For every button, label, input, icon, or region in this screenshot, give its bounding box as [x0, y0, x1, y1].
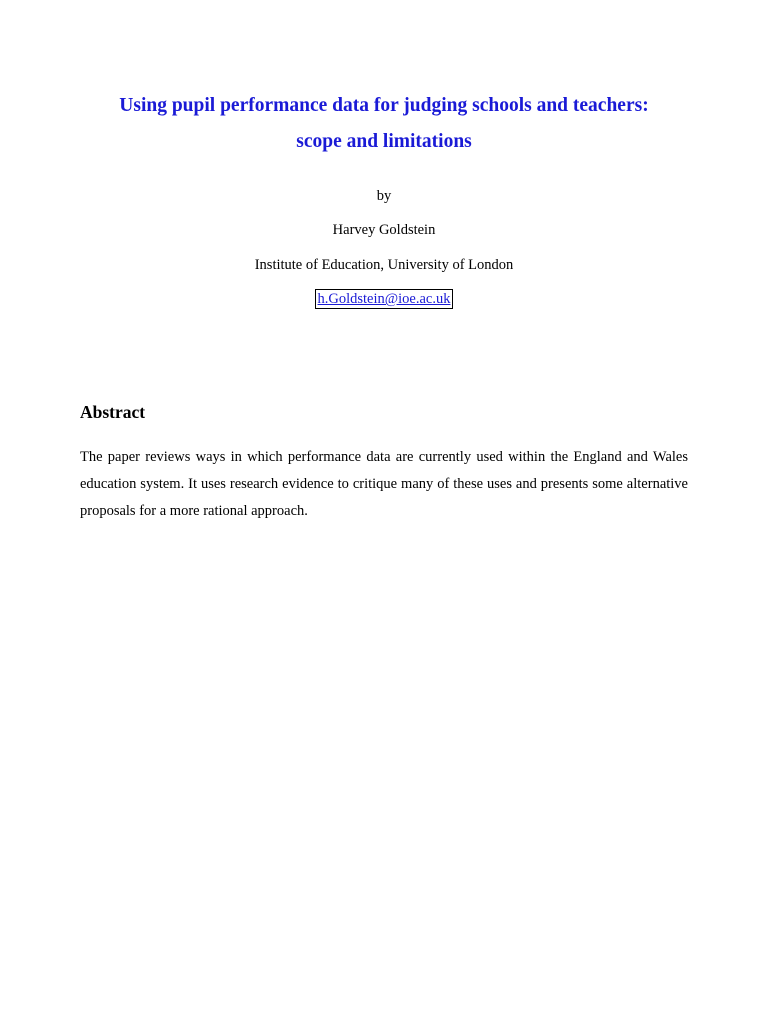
author-affiliation: Institute of Education, University of London [254, 257, 514, 273]
paper-title-line-1: Using pupil performance data for judging schools and teachers: [119, 95, 649, 116]
author-email-link[interactable]: h.Goldstein@ioe.ac.uk [315, 289, 454, 309]
paper-title-line-2: scope and limitations [296, 131, 472, 152]
byline: by [376, 188, 392, 204]
abstract-text: The paper reviews ways in which performance data are currently used within the England and Wales education system. It uses research evidence to critique many of these uses and presents some alternative proposals for a more rational approach. [80, 449, 688, 519]
email-row [0, 289, 768, 309]
paper-title [0, 88, 768, 160]
author-name: Harvey Goldstein [332, 222, 436, 238]
abstract-heading: Abstract [80, 402, 146, 422]
